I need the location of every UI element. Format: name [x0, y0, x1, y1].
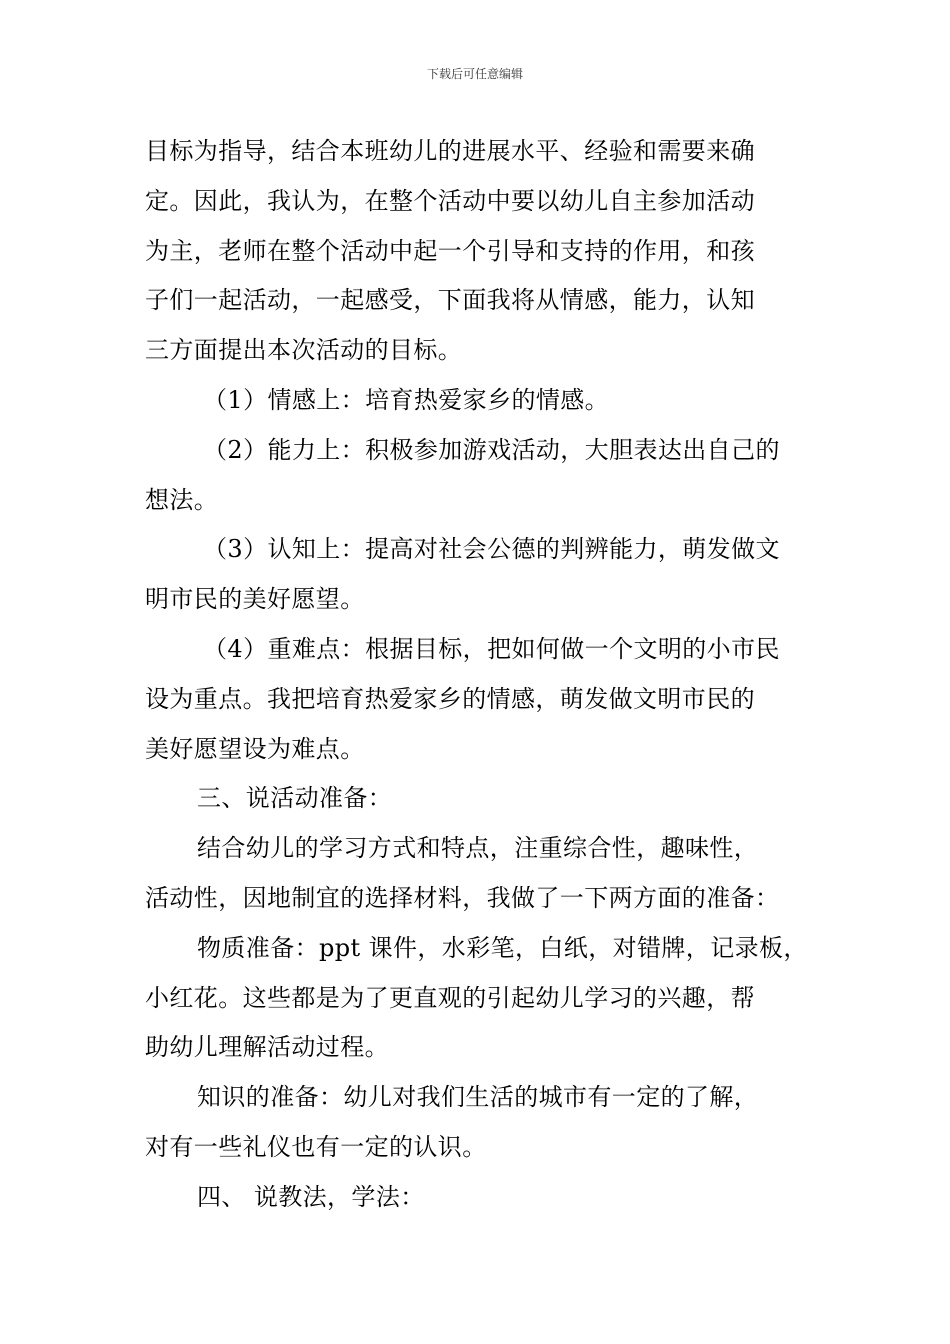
goal-emotion: （1）情感上：培育热爱家乡的情感。 [203, 385, 610, 414]
goal-key-points: （4）重难点：根据目标，把如何做一个文明的小市民 [203, 634, 780, 663]
text-line: 美好愿望设为难点。 [145, 734, 365, 763]
section-heading-methods: 四、 说教法，学法： [197, 1182, 425, 1211]
text-line: 子们一起活动，一起感受，下面我将从情感，能力，认知 [145, 286, 755, 315]
section-heading-preparation: 三、说活动准备： [197, 784, 393, 813]
body-text [145, 127, 810, 1223]
text-line: 为主，老师在整个活动中起一个引导和支持的作用，和孩 [145, 236, 755, 265]
header-note: 下载后可任意编辑 [426, 67, 523, 81]
material-preparation: 物质准备：ppt 课件，水彩笔，白纸，对错牌，记录板， [197, 933, 808, 962]
text-line: 想法。 [145, 485, 219, 514]
text-line: 活动性，因地制宜的选择材料，我做了一下两方面的准备： [145, 883, 780, 912]
text-line: 助幼儿理解活动过程。 [145, 1033, 389, 1062]
text-line: 结合幼儿的学习方式和特点，注重综合性，趣味性， [197, 834, 759, 863]
text-line: 小红花。这些都是为了更直观的引起幼儿学习的兴趣，帮 [145, 983, 755, 1012]
text-line: 三方面提出本次活动的目标。 [145, 336, 463, 365]
text-line: 明市民的美好愿望。 [145, 585, 365, 614]
text-line: 定。因此，我认为，在整个活动中要以幼儿自主参加活动 [145, 186, 755, 215]
text-line: 对有一些礼仪也有一定的认识。 [145, 1132, 487, 1161]
text-line: 目标为指导，结合本班幼儿的进展水平、经验和需要来确 [145, 137, 755, 165]
goal-ability: （2）能力上：积极参加游戏活动，大胆表达出自己的 [203, 435, 780, 464]
knowledge-preparation: 知识的准备：幼儿对我们生活的城市有一定的了解， [197, 1083, 759, 1112]
goal-cognition: （3）认知上：提高对社会公德的判辨能力，萌发做文 [203, 535, 780, 564]
text-line: 设为重点。我把培育热爱家乡的情感，萌发做文明市民的 [145, 684, 755, 713]
